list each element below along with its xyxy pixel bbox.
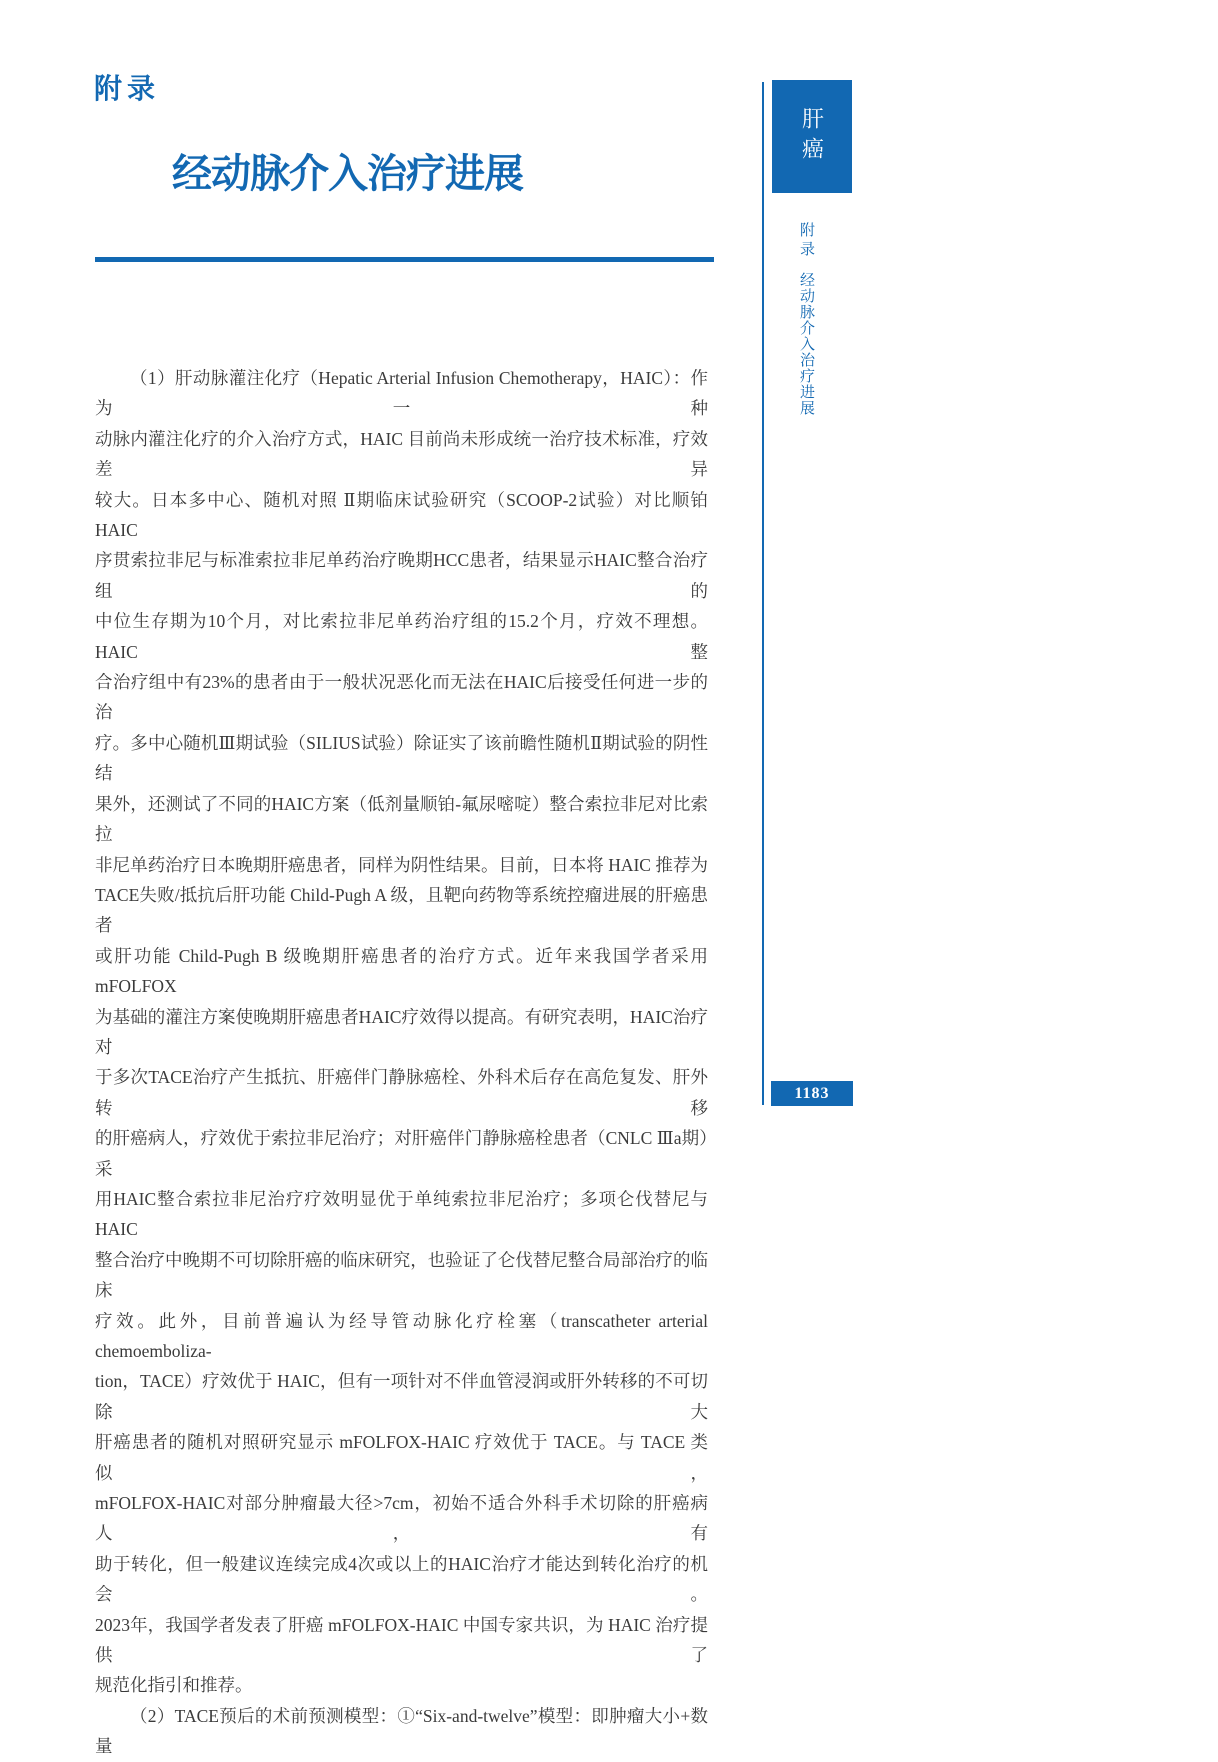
text-line: （2）TACE预后的术前预测模型：①“Six-and-twelve”模型：即肿瘤大小+数量 xyxy=(95,1705,708,1757)
page-title: 经动脉介入治疗进展 xyxy=(172,152,523,196)
chapter-tab-label: 肝癌 xyxy=(799,106,825,167)
text-line: 的肝癌病人，疗效优于索拉非尼治疗；对肝癌伴门静脉癌栓患者（CNLC Ⅲa期）采 xyxy=(95,1128,708,1179)
sidebar-section-label: 附录 xyxy=(798,222,815,260)
paragraph-haic xyxy=(95,363,708,1701)
text-line: 非尼单药治疗日本晚期肝癌患者，同样为阴性结果。目前，日本将 HAIC 推荐为 xyxy=(95,854,708,875)
chapter-tab xyxy=(772,80,852,193)
text-line: 规范化指引和推荐。 xyxy=(95,1675,253,1696)
text-line: 助于转化，但一般建议连续完成4次或以上的HAIC治疗才能达到转化治疗的机会。 xyxy=(95,1553,708,1605)
text-line: tion，TACE）疗效优于 HAIC，但有一项针对不伴血管浸润或肝外转移的不可切除大 xyxy=(95,1371,708,1422)
text-line: 中位生存期为10个月，对比索拉非尼单药治疗组的15.2个月，疗效不理想。HAIC整 xyxy=(95,611,708,662)
sidebar-divider xyxy=(762,82,764,1105)
text-line: 序贯索拉非尼与标准索拉非尼单药治疗晚期HCC患者，结果显示HAIC整合治疗组的 xyxy=(95,550,708,601)
text-line: 果外，还测试了不同的HAIC方案（低剂量顺铂-氟尿嘧啶）整合索拉非尼对比索拉 xyxy=(95,793,708,845)
text-line: TACE失败/抵抗后肝功能 Child-Pugh A 级，且靶向药物等系统控瘤进展的肝癌患者 xyxy=(95,884,708,936)
text-line: 用HAIC整合索拉非尼治疗疗效明显优于单纯索拉非尼治疗；多项仑伐替尼与HAIC xyxy=(95,1188,708,1240)
text-line: 或肝功能 Child-Pugh B 级晚期肝癌患者的治疗方式。近年来我国学者采用mFOLFOX xyxy=(95,945,708,997)
text-line: 动脉内灌注化疗的介入治疗方式，HAIC 目前尚未形成统一治疗技术标准，疗效差异 xyxy=(95,428,708,480)
section-label: 附录 xyxy=(94,73,161,104)
text-line: 肝癌患者的随机对照研究显示 mFOLFOX-HAIC 疗效优于 TACE。与 TACE 类似， xyxy=(95,1432,708,1483)
title-rule-divider xyxy=(95,257,714,262)
text-line: （1）肝动脉灌注化疗（Hepatic Arterial Infusion Chemotherapy，HAIC）：作为一种 xyxy=(95,368,708,419)
sidebar-chapter-label: 经动脉介入治疗进展 xyxy=(798,272,815,416)
text-line: 2023年，我国学者发表了肝癌 mFOLFOX-HAIC 中国专家共识，为 HAIC 治疗提供了 xyxy=(95,1614,708,1666)
text-line: 整合治疗中晚期不可切除肝癌的临床研究，也验证了仑伐替尼整合局部治疗的临床 xyxy=(95,1249,708,1301)
text-line: mFOLFOX-HAIC对部分肿瘤最大径>7cm，初始不适合外科手术切除的肝癌病人，有 xyxy=(95,1493,708,1544)
page-number-badge: 1183 xyxy=(771,1081,853,1106)
text-line: 为基础的灌注方案使晚期肝癌患者HAIC疗效得以提高。有研究表明，HAIC治疗对 xyxy=(95,1006,708,1057)
text-line: 于多次TACE治疗产生抵抗、肝癌伴门静脉癌栓、外科术后存在高危复发、肝外转移 xyxy=(95,1067,708,1118)
paragraph-tace-models xyxy=(95,1701,708,1762)
text-line: 疗。多中心随机Ⅲ期试验（SILIUS试验）除证实了该前瞻性随机Ⅱ期试验的阴性结 xyxy=(95,732,708,784)
text-line: 较大。日本多中心、随机对照 Ⅱ期临床试验研究（SCOOP-2试验）对比顺铂HAIC xyxy=(95,489,708,541)
body-text xyxy=(95,363,708,1762)
text-line: 疗效。此外，目前普遍认为经导管动脉化疗栓塞（transcatheter arterial chemoemboliza- xyxy=(95,1310,708,1361)
text-line: 合治疗组中有23%的患者由于一般状况恶化而无法在HAIC后接受任何进一步的治 xyxy=(95,672,708,723)
